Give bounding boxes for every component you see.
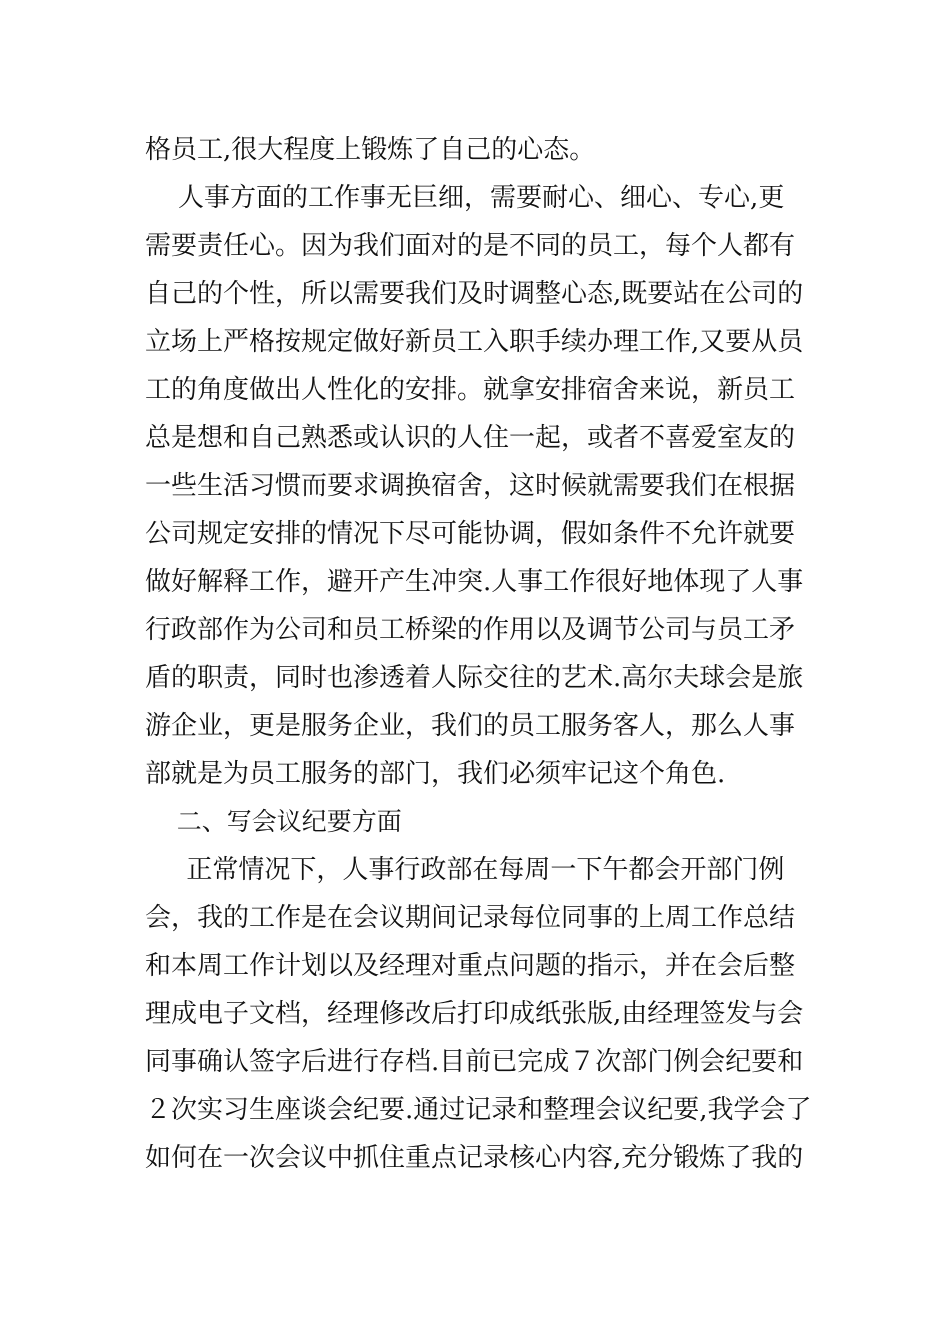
text-line: 和本周工作计划以及经理对重点问题的指示，并在会后整 [145,951,796,981]
document-text [145,126,815,1182]
text-line: 盾的职责，同时也渗透着人际交往的艺术.高尔夫球会是旅 [145,663,804,693]
text-line: 会，我的工作是在会议期间记录每位同事的上周工作总结 [145,903,796,933]
text-line: 总是想和自己熟悉或认识的人住一起，或者不喜爱室友的 [145,423,796,453]
paragraph-start-line: 正常情况下，人事行政部在每周一下午都会开部门例 [145,855,785,885]
text-line: 做好解释工作，避开产生冲突.人事工作很好地体现了人事 [145,567,804,597]
text-line: 行政部作为公司和员工桥梁的作用以及调节公司与员工矛 [145,615,796,645]
text-line: 格员工,很大程度上锻炼了自己的心态。 [145,135,596,165]
text-line: 部就是为员工服务的部门，我们必须牢记这个角色. [145,759,726,789]
text-line: 工的角度做出人性化的安排。就拿安排宿舍来说，新员工 [145,375,796,405]
text-line: 立场上严格按规定做好新员工入职手续办理工作,又要从员 [145,327,804,357]
text-line: 公司规定安排的情况下尽可能协调，假如条件不允许就要 [145,519,796,549]
text-line: 游企业，更是服务企业，我们的员工服务客人，那么人事 [145,711,796,741]
section-heading: 二、写会议纪要方面 [145,807,402,836]
text-line: 一些生活习惯而要求调换宿舍，这时候就需要我们在根据 [145,471,796,501]
text-line: 同事确认签字后进行存档.目前已完成７次部门例会纪要和 [145,1047,804,1077]
text-line: 需要责任心。因为我们面对的是不同的员工，每个人都有 [145,231,796,261]
text-line: 如何在一次会议中抓住重点记录核心内容,充分锻炼了我的 [145,1143,804,1173]
text-line: 理成电子文档，经理修改后打印成纸张版,由经理签发与会 [145,999,804,1029]
paragraph-start-line: 人事方面的工作事无巨细，需要耐心、细心、专心,更 [145,183,785,213]
text-line: ２次实习生座谈会纪要.通过记录和整理会议纪要,我学会了 [145,1095,812,1125]
text-line: 自己的个性，所以需要我们及时调整心态,既要站在公司的 [145,279,804,309]
